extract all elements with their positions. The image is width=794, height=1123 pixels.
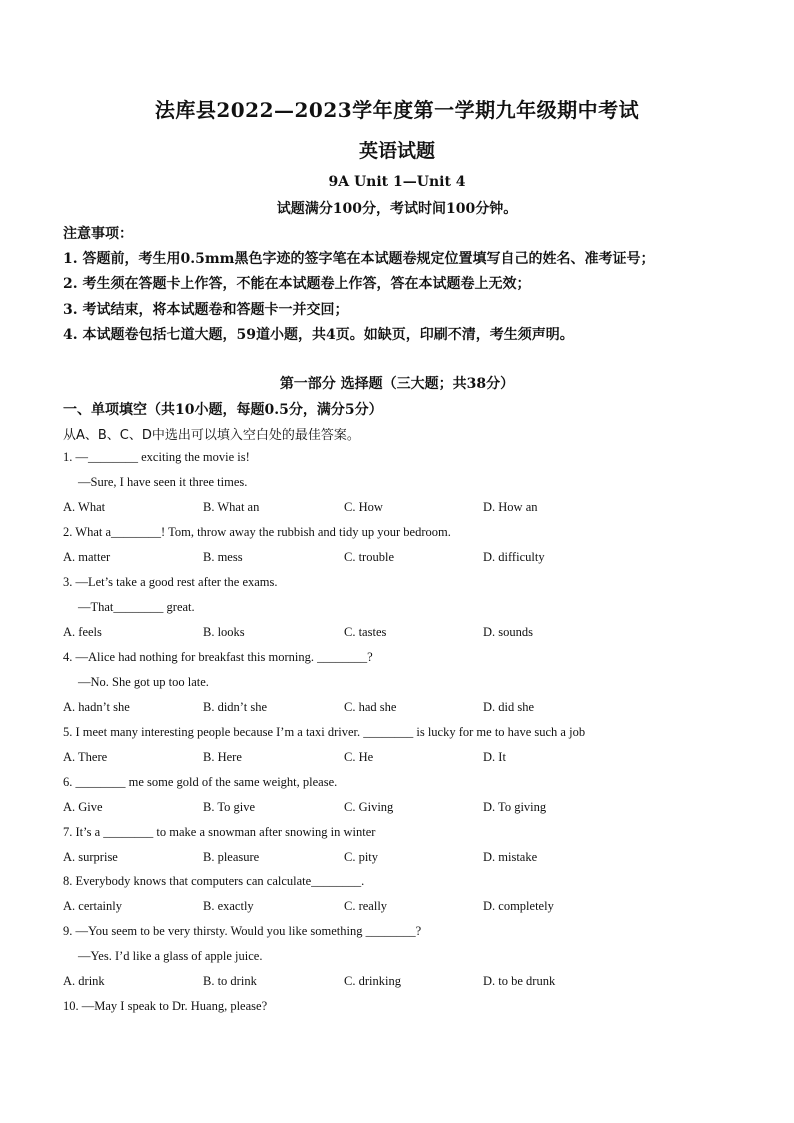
question-9-option-d: D. to be drunk — [483, 974, 556, 988]
question-5-stem: 5. I meet many interesting people because I’m a taxi driver. ________ is lucky for me to have such a job — [63, 725, 586, 739]
question-8-stem: 8. Everybody knows that computers can calculate________. — [63, 874, 365, 888]
section-heading: 一、单项填空（共10小题，每题0.5分，满分5分） — [63, 402, 383, 418]
question-8-option-c: C. really — [344, 899, 388, 913]
part-heading: 第一部分 选择题（三大题；共38分） — [279, 376, 515, 392]
question-6-option-d: D. To giving — [483, 800, 547, 814]
note-item: 3. 考试结束，将本试题卷和答题卡一并交回； — [63, 302, 349, 318]
question-3-stem: 3. —Let’s take a good rest after the exams. — [63, 575, 278, 589]
question-9-option-c: C. drinking — [344, 974, 401, 988]
question-7-option-c: C. pity — [344, 850, 379, 864]
note-item: 1. 答题前，考生用0.5mm黑色字迹的签字笔在本试题卷规定位置填写自己的姓名、准考证号； — [63, 251, 655, 267]
question-1-option-d: D. How an — [483, 500, 538, 514]
question-8-option-d: D. completely — [483, 899, 554, 913]
question-7-stem: 7. It’s a ________ to make a snowman after snowing in winter — [63, 825, 376, 839]
question-4-reply: —No. She got up too late. — [78, 675, 209, 689]
question-3-option-d: D. sounds — [483, 625, 534, 639]
question-7-option-d: D. mistake — [483, 850, 538, 864]
question-3-option-b: B. looks — [203, 625, 245, 639]
question-3-option-c: C. tastes — [344, 625, 387, 639]
question-1-option-c: C. How — [344, 500, 383, 514]
question-6-option-b: B. To give — [203, 800, 256, 814]
unit-range: 9A Unit 1—Unit 4 — [328, 174, 466, 190]
note-item: 2. 考生须在答题卡上作答，不能在本试题卷上作答，答在本试题卷上无效； — [63, 276, 531, 292]
question-1-option-a: A. What — [63, 500, 106, 514]
question-6-option-a: A. Give — [63, 800, 103, 814]
question-2-option-c: C. trouble — [344, 550, 394, 564]
section-instruction: 从A、B、C、D中选出可以填入空白处的最佳答案。 — [63, 428, 360, 443]
question-4-stem: 4. —Alice had nothing for breakfast this morning. ________? — [63, 650, 373, 664]
question-9-reply: —Yes. I’d like a glass of apple juice. — [78, 949, 263, 963]
question-7-option-b: B. pleasure — [203, 850, 260, 864]
question-4-option-b: B. didn’t she — [203, 700, 268, 714]
question-8-option-b: B. exactly — [203, 899, 254, 913]
question-5-option-a: A. There — [63, 750, 108, 764]
notes-heading: 注意事项： — [63, 226, 133, 242]
note-item: 4. 本试题卷包括七道大题，59道小题，共4页。如缺页，印刷不清，考生须声明。 — [63, 327, 574, 343]
question-1-stem: 1. —________ exciting the movie is! — [63, 450, 250, 464]
question-10-stem: 10. —May I speak to Dr. Huang, please? — [63, 999, 268, 1013]
question-2-option-d: D. difficulty — [483, 550, 545, 564]
question-3-reply: —That________ great. — [78, 600, 195, 614]
exam-title: 法库县2022—2023学年度第一学期九年级期中考试 — [154, 98, 640, 122]
question-5-option-b: B. Here — [203, 750, 242, 764]
question-5-option-c: C. He — [344, 750, 374, 764]
question-4-option-d: D. did she — [483, 700, 535, 714]
question-7-option-a: A. surprise — [63, 850, 118, 864]
question-6-stem: 6. ________ me some gold of the same weight, please. — [63, 775, 338, 789]
question-4-option-c: C. had she — [344, 700, 397, 714]
question-1-option-b: B. What an — [203, 500, 260, 514]
question-5-option-d: D. It — [483, 750, 506, 764]
question-9-option-b: B. to drink — [203, 974, 257, 988]
question-2-option-a: A. matter — [63, 550, 111, 564]
question-2-option-b: B. mess — [203, 550, 243, 564]
question-9-stem: 9. —You seem to be very thirsty. Would you like something ________? — [63, 924, 422, 938]
question-3-option-a: A. feels — [63, 625, 102, 639]
exam-info: 试题满分100分，考试时间100分钟。 — [276, 201, 518, 217]
question-2-stem: 2. What a________! Tom, throw away the rubbish and tidy up your bedroom. — [63, 525, 451, 539]
question-4-option-a: A. hadn’t she — [63, 700, 130, 714]
question-9-option-a: A. drink — [63, 974, 105, 988]
exam-subtitle: 英语试题 — [358, 140, 435, 162]
question-8-option-a: A. certainly — [63, 899, 123, 913]
question-6-option-c: C. Giving — [344, 800, 394, 814]
question-1-reply: —Sure, I have seen it three times. — [78, 475, 248, 489]
